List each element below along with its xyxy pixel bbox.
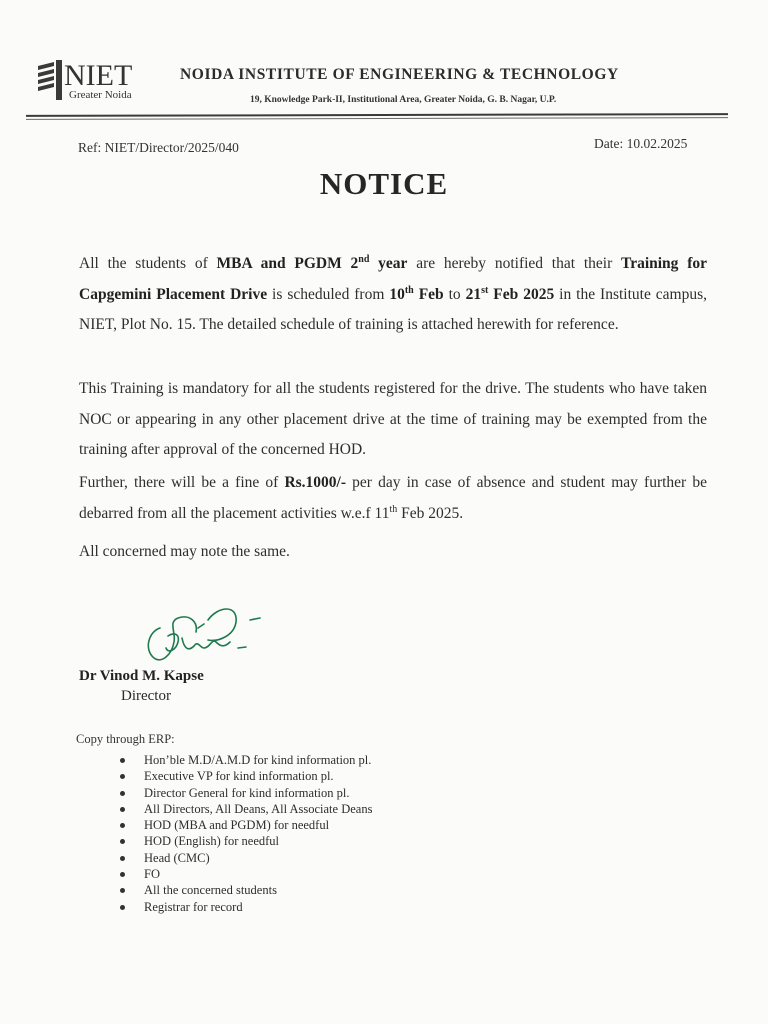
signature-image — [138, 598, 268, 670]
list-item: Executive VP for kind information pl. — [118, 768, 372, 784]
list-item: All the concerned students — [118, 882, 372, 898]
bullet-icon — [120, 774, 125, 779]
bullet-icon — [120, 872, 125, 877]
page-title: NOTICE — [319, 166, 449, 201]
list-item: HOD (MBA and PGDM) for needful — [118, 817, 372, 833]
bullet-icon — [120, 758, 125, 763]
notice-date: Date: 10.02.2025 — [594, 136, 688, 151]
signatory-title: Director — [121, 688, 171, 704]
bullet-icon — [120, 888, 125, 893]
list-item: Registrar for record — [118, 899, 372, 915]
list-item: FO — [118, 866, 372, 882]
list-item: Hon’ble M.D/A.M.D for kind information pl. — [118, 752, 372, 768]
niet-logo — [34, 56, 154, 108]
paragraph-fine: Further, there will be a fine of Rs.1000/- per day in case of absence and student may further be debarred from all the placement activities w.e.f 11th Feb 2025. — [79, 474, 707, 522]
copy-heading: Copy through ERP: — [76, 732, 175, 746]
institute-address: 19, Knowledge Park-II, Institutional Area, Greater Noida, G. B. Nagar, U.P. — [250, 95, 557, 105]
paragraph-training-schedule: All the students of MBA and PGDM 2nd year are hereby notified that their Training for Capgemini Placement Drive is scheduled from 10th Feb to 21st Feb 2025 in the Institute campus, NIET, Plot No. 15. The detailed schedule of training is attached herewith for reference. — [79, 253, 708, 333]
logo-subtext: Greater Noida — [69, 89, 132, 101]
institute-name: NOIDA INSTITUTE OF ENGINEERING & TECHNOLOGY — [180, 66, 619, 83]
list-item: Head (CMC) — [118, 850, 372, 866]
bullet-icon — [120, 905, 125, 910]
bullet-icon — [120, 839, 125, 844]
list-item: All Directors, All Deans, All Associate Deans — [118, 801, 372, 817]
copy-list — [118, 752, 372, 915]
list-item: Director General for kind information pl. — [118, 785, 372, 801]
logo-text: NIET — [64, 59, 133, 92]
bullet-icon — [120, 807, 125, 812]
paragraph-closing: All concerned may note the same. — [79, 543, 290, 560]
signatory-name: Dr Vinod M. Kapse — [79, 668, 204, 684]
paragraph-mandatory: This Training is mandatory for all the students registered for the drive. The students who have taken NOC or appearing in any other placement drive at the time of training may be exempted from the training after approval of the concerned HOD. — [79, 380, 707, 458]
header-rule-thin — [26, 117, 728, 120]
header-rule — [26, 113, 728, 117]
bullet-icon — [120, 791, 125, 796]
list-item: HOD (English) for needful — [118, 833, 372, 849]
bullet-icon — [120, 823, 125, 828]
reference-number: Ref: NIET/Director/2025/040 — [78, 140, 239, 155]
bullet-icon — [120, 856, 125, 861]
